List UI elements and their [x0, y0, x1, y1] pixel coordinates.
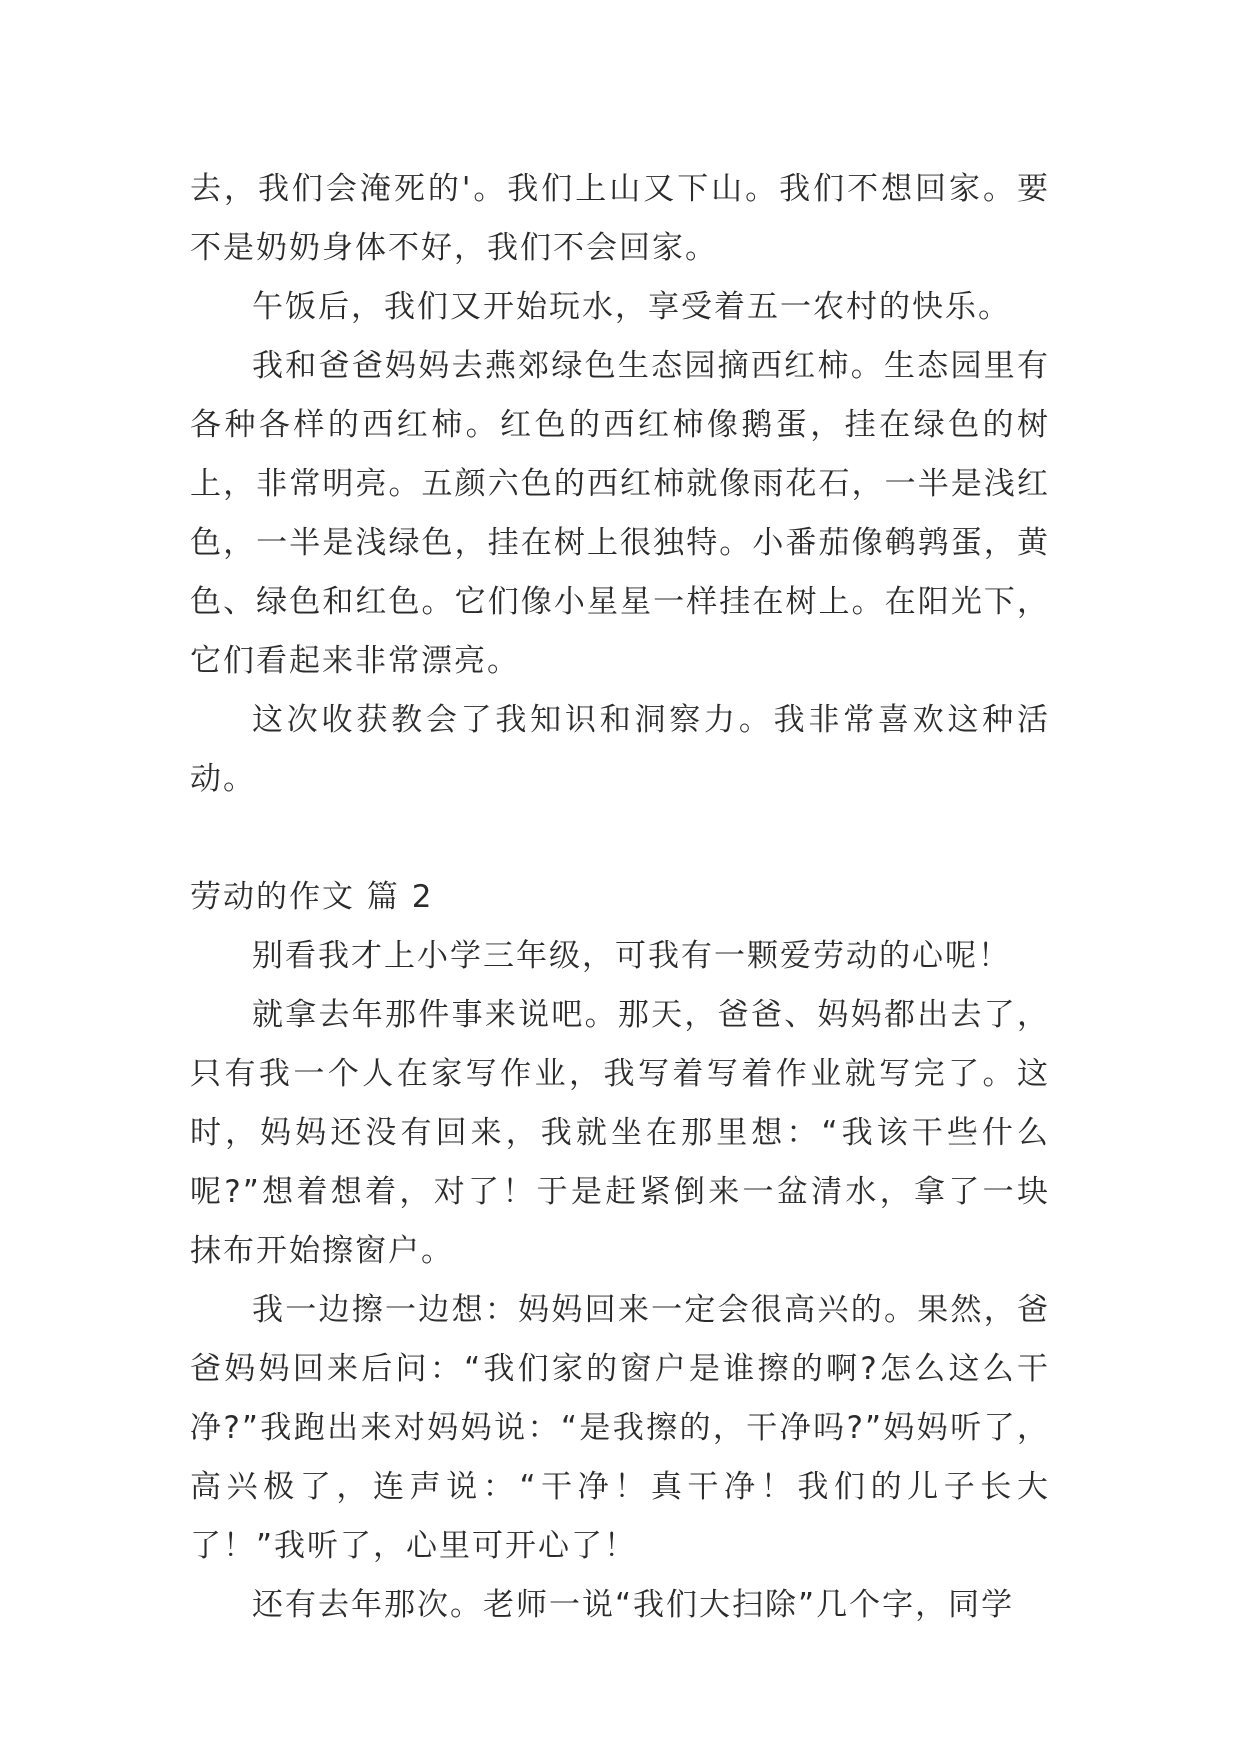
paragraph: 就拿去年那件事来说吧。那天，爸爸、妈妈都出去了，只有我一个人在家写作业，我写着写着作业就写完了。这时，妈妈还没有回来，我就坐在那里想：“我该干些什么呢?”想着想着，对了！于是赶紧倒来一盆清水，拿了一块抹布开始擦窗户。 [190, 997, 1050, 1269]
document-body [190, 160, 1050, 1635]
paragraph: 我一边擦一边想：妈妈回来一定会很高兴的。果然，爸爸妈妈回来后问：“我们家的窗户是谁擦的啊?怎么这么干净?”我跑出来对妈妈说：“是我擦的，干净吗?”妈妈听了，高兴极了，连声说：“干净！真干净！我们的儿子长大了！”我听了，心里可开心了！ [190, 1292, 1050, 1564]
paragraph: 这次收获教会了我知识和洞察力。我非常喜欢这种活动。 [190, 702, 1050, 797]
paragraph-continued: 去，我们会淹死的'。我们上山又下山。我们不想回家。要不是奶奶身体不好，我们不会回家。 [190, 171, 1050, 266]
section-heading: 劳动的作文 篇 2 [190, 879, 434, 915]
paragraph: 午饭后，我们又开始玩水，享受着五一农村的快乐。 [252, 289, 1011, 325]
paragraph: 还有去年那次。老师一说“我们大扫除”几个字，同学 [252, 1587, 1015, 1623]
paragraph: 别看我才上小学三年级，可我有一颗爱劳动的心呢！ [252, 938, 1011, 974]
paragraph: 我和爸爸妈妈去燕郊绿色生态园摘西红柿。生态园里有各种各样的西红柿。红色的西红柿像鹅蛋，挂在绿色的树上，非常明亮。五颜六色的西红柿就像雨花石，一半是浅红色，一半是浅绿色，挂在树上很独特。小番茄像鹌鹑蛋，黄色、绿色和红色。它们像小星星一样挂在树上。在阳光下，它们看起来非常漂亮。 [190, 348, 1050, 679]
